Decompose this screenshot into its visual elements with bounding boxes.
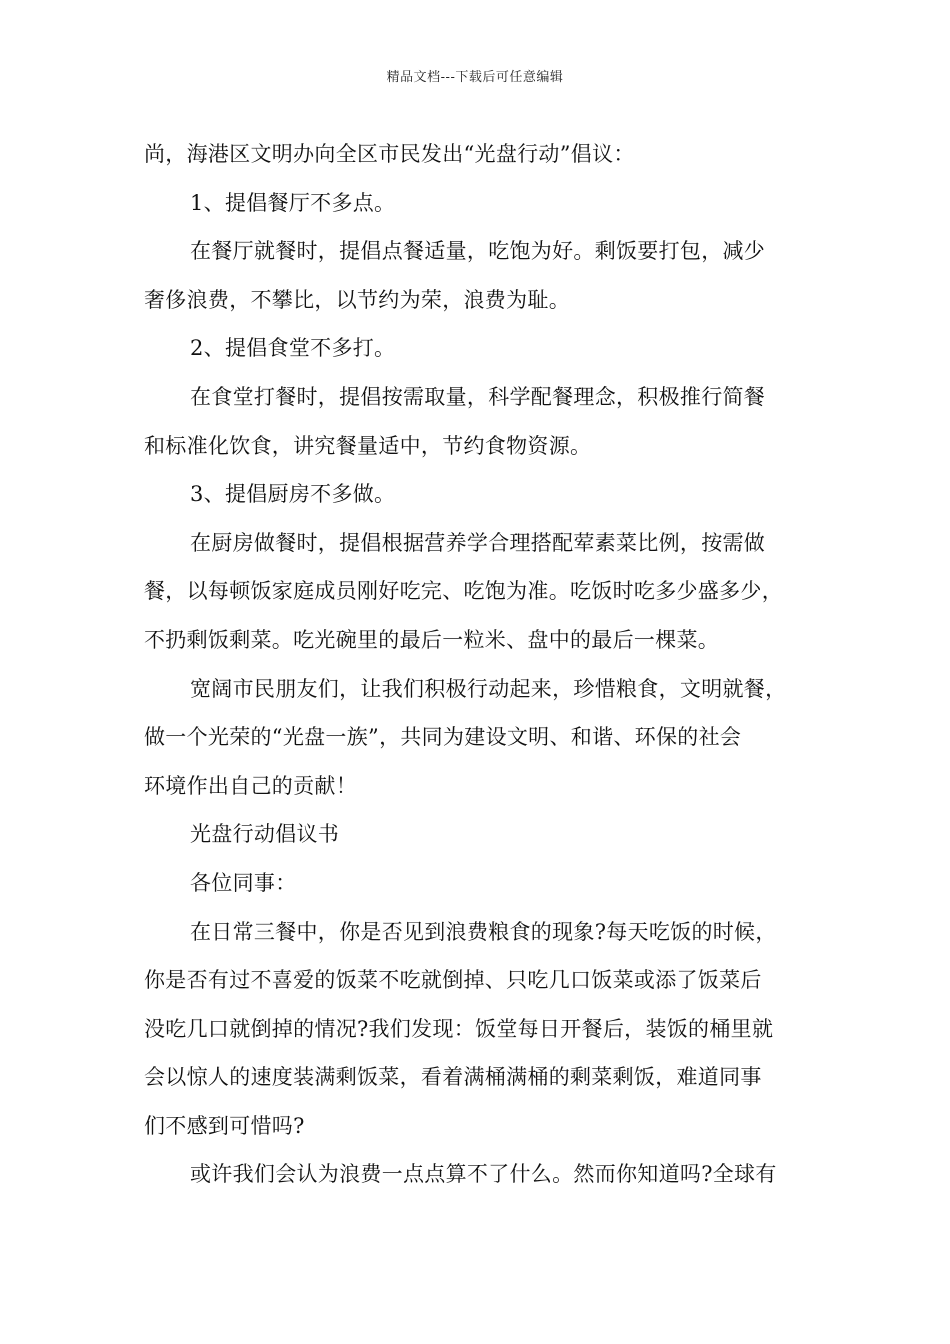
text-line: 光盘行动倡议书	[190, 822, 340, 847]
text-line: 宽阔市民朋友们，让我们积极行动起来，珍惜粮食，文明就餐，	[190, 676, 787, 701]
text-line: 和标准化饮食，讲究餐量适中，节约食物资源。	[144, 433, 592, 458]
text-line: 尚，海港区文明办向全区市民发出“光盘行动”倡议：	[144, 142, 635, 166]
text-line: 没吃几口就倒掉的情况?我们发现：饭堂每日开餐后，装饭的桶里就	[144, 1016, 774, 1041]
text-line: 做一个光荣的“光盘一族”，共同为建设文明、和谐、环保的社会	[144, 725, 742, 750]
page-header: 精品文档---下载后可任意编辑	[386, 70, 564, 85]
text-line: 1、提倡餐厅不多点。	[190, 190, 396, 215]
text-line: 或许我们会认为浪费一点点算不了什么。然而你知道吗?全球有	[190, 1162, 777, 1187]
text-line: 2、提倡食堂不多打。	[190, 336, 396, 361]
text-line: 奢侈浪费，不攀比，以节约为荣，浪费为耻。	[144, 287, 570, 312]
text-line: 在食堂打餐时，提倡按需取量，科学配餐理念，积极推行简餐	[190, 384, 766, 409]
text-line: 在餐厅就餐时，提倡点餐适量，吃饱为好。剩饭要打包，减少	[190, 239, 766, 264]
text-line: 3、提倡厨房不多做。	[190, 482, 396, 507]
text-line: 们不感到可惜吗?	[144, 1113, 305, 1138]
text-line: 会以惊人的速度装满剩饭菜，看着满桶满桶的剩菜剩饭，难道同事	[144, 1065, 762, 1090]
text-line: 在厨房做餐时，提倡根据营养学合理搭配荤素菜比例，按需做	[190, 530, 766, 555]
text-line: 餐，以每顿饭家庭成员刚好吃完、吃饱为准。吃饭时吃多少盛多少，	[144, 579, 783, 604]
text-line: 环境作出自己的贡献！	[144, 773, 357, 798]
text-line: 在日常三餐中，你是否见到浪费粮食的现象?每天吃饭的时候，	[190, 919, 777, 944]
text-line: 不扔剩饭剩菜。吃光碗里的最后一粒米、盘中的最后一棵菜。	[144, 627, 720, 652]
text-line: 你是否有过不喜爱的饭菜不吃就倒掉、只吃几口饭菜或添了饭菜后	[144, 968, 762, 993]
document-body	[144, 130, 834, 1199]
text-line: 各位同事：	[190, 870, 297, 895]
